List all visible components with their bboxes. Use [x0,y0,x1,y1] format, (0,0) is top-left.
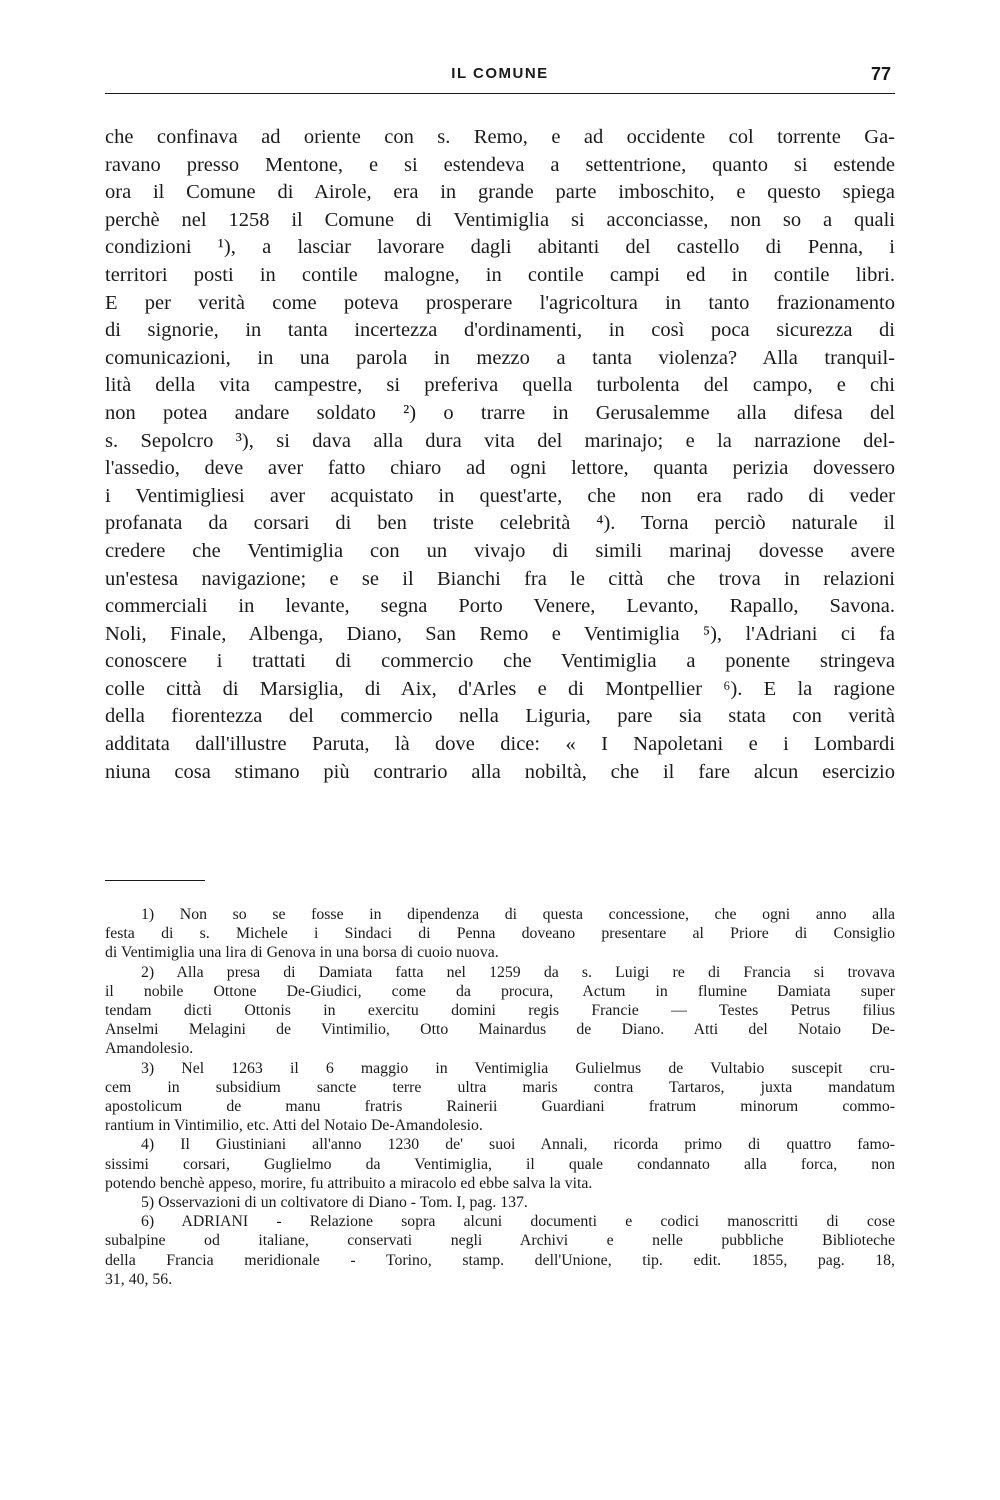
body-line: s. Sepolcro ³), si dava alla dura vita del marinajo; e la narrazione del- [105,429,895,452]
body-line: additata dall'illustre Paruta, là dove dice: « I Napoletani e i Lombardi [105,733,895,756]
footnote-line: 6) ADRIANI - Relazione sopra alcuni documenti e codici manoscritti di cose [141,1213,895,1231]
body-line: conoscere i trattati di commercio che Ventimiglia a ponente stringeva [105,650,895,673]
footnote-line: subalpine od italiane, conservati negli Archivi e nelle pubbliche Biblioteche [105,1232,895,1250]
page-number: 77 [870,64,891,84]
footnote-3 [105,1059,895,1136]
footnote-line: 2) Alla presa di Damiata fatta nel 1259 da s. Luigi re di Francia si trovava [141,963,895,981]
body-line: della fiorentezza del commercio nella Liguria, pare sia stata con verità [105,705,895,728]
footnote-1 [105,905,895,963]
footnote-line: rantium in Vintimilio, etc. Atti del Notaio De-Amandolesio. [105,1117,483,1135]
body-line: di signorie, in tanta incertezza d'ordinamenti, in così poca sicurezza di [105,319,895,342]
body-line: i Ventimigliesi aver acquistato in quest'arte, che non era rado di veder [105,484,895,507]
footnote-line: apostolicum de manu fratris Rainerii Guardiani fratrum minorum commo- [105,1098,895,1116]
body-line: ravano presso Mentone, e si estendeva a settentrione, quanto si estende [105,153,895,176]
footnote-line: 31, 40, 56. [105,1270,173,1288]
footnote-line: tendam dicti Ottonis in exercitu domini regis Francie — Testes Petrus filius [105,1002,895,1020]
footnote-line: Amandolesio. [105,1040,194,1058]
footnote-2 [105,963,895,1059]
body-line: che confinava ad oriente con s. Remo, e ad occidente col torrente Ga- [105,126,895,148]
header-rule [105,93,895,94]
footnote-line: festa di s. Michele i Sindaci di Penna doveano presentare al Priore di Consiglio [105,925,895,943]
footnote-6 [105,1212,895,1289]
body-line: Noli, Finale, Albenga, Diano, San Remo e Ventimiglia ⁵), l'Adriani ci fa [105,622,895,645]
body-line: comunicazioni, in una parola in mezzo a tanta violenza? Alla tranquil- [105,346,895,369]
footnote-line: della Francia meridionale - Torino, stamp. dell'Unione, tip. edit. 1855, pag. 18, [105,1251,895,1269]
footnote-line: di Ventimiglia una lira di Genova in una borsa di cuoio nuova. [105,944,499,962]
footnote-separator [105,880,205,881]
running-header [105,62,895,94]
footnote-line: sissimi corsari, Guglielmo da Ventimiglia, il quale condannato alla forca, non [105,1155,895,1173]
footnote-4 [105,1135,895,1193]
body-line: ora il Comune di Airole, era in grande parte imboschito, e questo spiega [105,181,895,204]
running-title: IL COMUNE [451,65,549,82]
body-line: territori posti in contile malogne, in contile campi ed in contile libri. [105,263,895,286]
body-line: un'estesa navigazione; e se il Bianchi fra le città che trova in relazioni [105,567,895,590]
body-line: E per verità come poteva prosperare l'agricoltura in tanto frazionamento [105,291,895,314]
footnote-line: 1) Non so se fosse in dipendenza di questa concessione, che ogni anno alla [141,906,895,923]
body-line: niuna cosa stimano più contrario alla nobiltà, che il fare alcun esercizio [105,760,895,783]
footnote-line: potendo benchè appeso, morire, fu attribuito a miracolo ed ebbe salva la vita. [105,1174,593,1192]
body-line: non potea andare soldato ²) o trarre in Gerusalemme alla difesa del [105,401,895,424]
body-line: lità della vita campestre, si preferiva quella turbolenta del campo, e chi [105,374,895,397]
footnote-line: 3) Nel 1263 il 6 maggio in Ventimiglia Gulielmus de Vultabio suscepit cru- [141,1059,895,1077]
footnote-line: Anselmi Melagini de Vintimilio, Otto Mainardus de Diano. Atti del Notaio De- [105,1021,895,1039]
footnote-line: 4) Il Giustiniani all'anno 1230 de' suoi Annali, ricorda primo di quattro famo- [141,1136,895,1154]
body-line: commerciali in levante, segna Porto Venere, Levanto, Rapallo, Savona. [105,595,895,618]
footnote-line: cem in subsidium sancte terre ultra maris contra Tartaros, juxta mandatum [105,1078,895,1096]
main-text [105,124,895,786]
footnote-line: 5) Osservazioni di un coltivatore di Diano - Tom. I, pag. 137. [141,1194,528,1212]
footnotes [105,905,895,1289]
body-line: l'assedio, deve aver fatto chiaro ad ogni lettore, quanta perizia dovessero [105,457,895,480]
body-line: colle città di Marsiglia, di Aix, d'Arles e di Montpellier ⁶). E la ragione [105,677,895,700]
footnote-line: il nobile Ottone De-Giudici, come da procura, Actum in flumine Damiata super [105,982,895,1000]
body-line: condizioni ¹), a lasciar lavorare dagli abitanti del castello di Penna, i [105,236,895,259]
body-line: perchè nel 1258 il Comune di Ventimiglia si acconciasse, non so a quali [105,208,895,231]
body-line: profanata da corsari di ben triste celebrità ⁴). Torna perciò naturale il [105,512,895,535]
footnote-5 [105,1193,895,1212]
body-line: credere che Ventimiglia con un vivajo di simili marinaj dovesse avere [105,539,895,562]
